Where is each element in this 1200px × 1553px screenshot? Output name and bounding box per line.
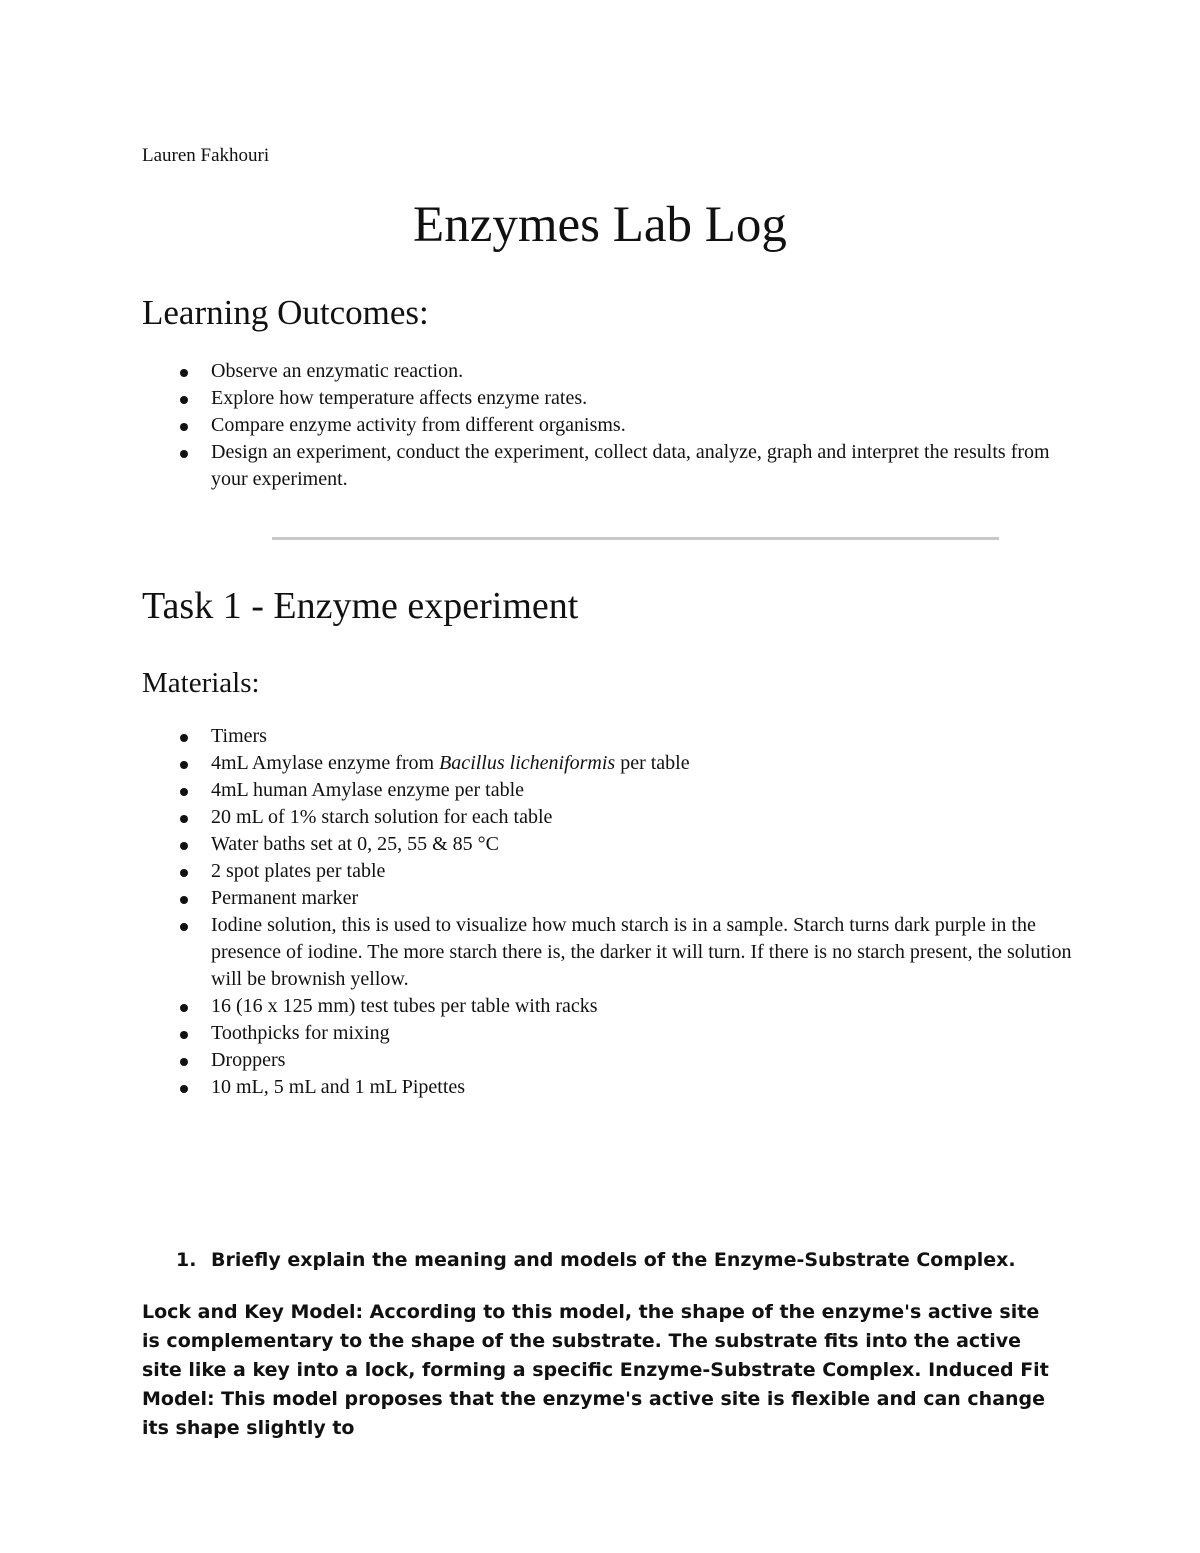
bullet-icon — [180, 869, 188, 877]
list-item: Permanent marker — [142, 885, 1072, 912]
list-item: Iodine solution, this is used to visualize how much starch is in a sample. Starch turns dark purple in the presence of iodine. The more starch there is, the darker it will turn. If there is no starch present, the solution will be brownish yellow. — [142, 912, 1072, 993]
question-1-answer: Lock and Key Model: According to this model, the shape of the enzyme's active site is complementary to the shape of the substrate. The substrate fits into the active site like a key into a lock, forming a specific Enzyme-Substrate Complex. Induced Fit Model: This model proposes that the enzyme's active site is flexible and can change its shape slightly to — [142, 1301, 1049, 1439]
list-item: Observe an enzymatic reaction. — [142, 358, 1072, 385]
list-item: 10 mL, 5 mL and 1 mL Pipettes — [142, 1074, 1072, 1101]
list-item: Water baths set at 0, 25, 55 & 85 °C — [142, 831, 1072, 858]
bullet-icon — [180, 423, 188, 431]
question-text: Briefly explain the meaning and models of the Enzyme-Substrate Complex. — [211, 1249, 1016, 1271]
list-item: Droppers — [142, 1047, 1072, 1074]
list-item: Compare enzyme activity from different organisms. — [142, 412, 1072, 439]
bullet-icon — [180, 450, 188, 458]
task1-heading: Task 1 - Enzyme experiment — [142, 585, 579, 627]
bullet-icon — [180, 788, 188, 796]
list-item: 20 mL of 1% starch solution for each table — [142, 804, 1072, 831]
bullet-icon — [180, 1085, 188, 1093]
bullet-icon — [180, 396, 188, 404]
bullet-icon — [180, 842, 188, 850]
bullet-icon — [180, 896, 188, 904]
bullet-icon — [180, 734, 188, 742]
bullet-icon — [180, 1058, 188, 1066]
bullet-icon — [180, 1031, 188, 1039]
list-item: 16 (16 x 125 mm) test tubes per table with racks — [142, 993, 1072, 1020]
materials-list — [142, 723, 1072, 1101]
question-number: 1. — [176, 1249, 197, 1271]
species-name: Bacillus licheniformis — [439, 752, 616, 774]
learning-outcomes-list — [142, 358, 1072, 493]
list-item: 4mL human Amylase enzyme per table — [142, 777, 1072, 804]
bullet-icon — [180, 923, 188, 931]
list-item: 4mL Amylase enzyme from Bacillus licheniformis per table — [142, 750, 1072, 777]
list-item: Timers — [142, 723, 1072, 750]
author-name: Lauren Fakhouri — [142, 145, 270, 166]
bullet-icon — [180, 369, 188, 377]
materials-heading: Materials: — [142, 667, 260, 699]
horizontal-divider — [272, 537, 999, 540]
list-item: Explore how temperature affects enzyme rates. — [142, 385, 1072, 412]
list-item: Design an experiment, conduct the experiment, collect data, analyze, graph and interpret the results from your experiment. — [142, 439, 1072, 493]
bullet-icon — [180, 761, 188, 769]
learning-outcomes-heading: Learning Outcomes: — [142, 293, 429, 332]
list-item: 2 spot plates per table — [142, 858, 1072, 885]
list-item: Toothpicks for mixing — [142, 1020, 1072, 1047]
page-title: Enzymes Lab Log — [413, 197, 787, 253]
bullet-icon — [180, 815, 188, 823]
bullet-icon — [180, 1004, 188, 1012]
